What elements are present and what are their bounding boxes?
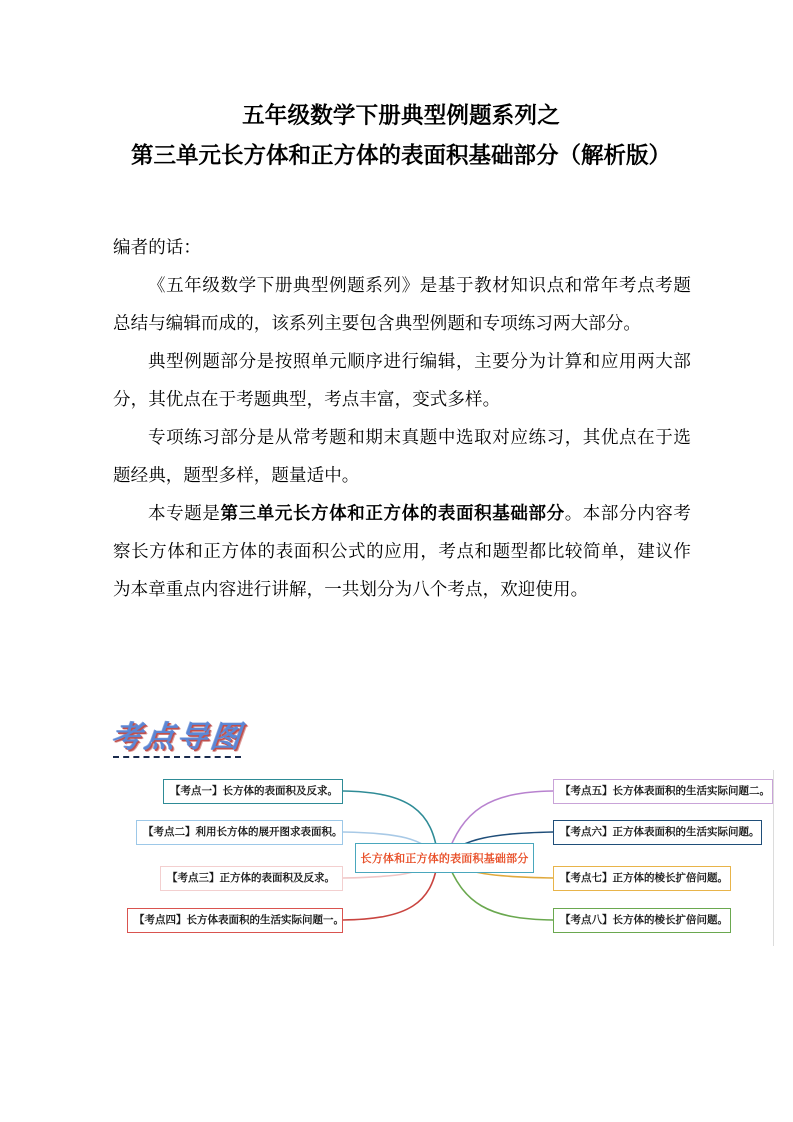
topic-tail: 。本部分内容考察长方体和正方体的表面积公式的应用，考点和题型都比较简单，建议作为本章重点内容进行讲解，一共划分为八个考点，欢迎使用。 bbox=[113, 503, 691, 599]
topic-lead: 本专题是 bbox=[148, 503, 221, 523]
document-body bbox=[113, 228, 691, 608]
mindmap-node-kaodian-5[interactable] bbox=[553, 779, 773, 804]
mindmap-node-kaodian-2[interactable] bbox=[136, 820, 343, 845]
mindmap-node-label: 【考点二】利用长方体的展开图求表面积。 bbox=[143, 825, 343, 838]
section-heading-text: 考点导图 bbox=[109, 720, 246, 755]
mindmap-diagram bbox=[108, 770, 776, 946]
document-title bbox=[96, 96, 706, 176]
mindmap-node-kaodian-8[interactable] bbox=[553, 908, 731, 933]
mindmap-node-kaodian-4[interactable] bbox=[127, 908, 343, 933]
mindmap-node-label: 【考点七】正方体的棱长扩倍问题。 bbox=[560, 871, 728, 884]
paragraph-examples-part: 典型例题部分是按照单元顺序进行编辑，主要分为计算和应用两大部分，其优点在于考题典型，考点丰富，变式多样。 bbox=[113, 351, 691, 409]
mindmap-center-label: 长方体和正方体的表面积基础部分 bbox=[360, 853, 529, 865]
title-line-2: 第三单元长方体和正方体的表面积基础部分（解析版） bbox=[130, 143, 671, 168]
mindmap-node-label: 【考点三】正方体的表面积及反求。 bbox=[167, 871, 335, 884]
mindmap-center-node[interactable] bbox=[355, 843, 534, 873]
mindmap-node-label: 【考点八】长方体的棱长扩倍问题。 bbox=[560, 913, 728, 926]
section-heading-underline bbox=[113, 756, 241, 758]
mindmap-node-label: 【考点六】正方体表面积的生活实际问题。 bbox=[560, 825, 760, 838]
section-heading-kaodian-daotu bbox=[110, 712, 370, 764]
mindmap-node-label: 【考点四】长方体表面积的生活实际问题一。 bbox=[134, 913, 344, 926]
mindmap-node-label: 【考点五】长方体表面积的生活实际问题二。 bbox=[560, 784, 770, 797]
mindmap-node-kaodian-6[interactable] bbox=[553, 820, 762, 845]
paragraph-editor-note-label: 编者的话： bbox=[113, 237, 201, 257]
mindmap-node-kaodian-3[interactable] bbox=[160, 866, 343, 891]
title-line-1: 五年级数学下册典型例题系列之 bbox=[242, 103, 560, 128]
paragraph-topic-summary bbox=[113, 494, 691, 608]
mindmap-node-kaodian-7[interactable] bbox=[553, 866, 731, 891]
paragraph-practice-part: 专项练习部分是从常考题和期末真题中选取对应练习，其优点在于选题经典，题型多样，题量适中。 bbox=[113, 427, 691, 485]
topic-bold: 第三单元长方体和正方体的表面积基础部分 bbox=[220, 503, 565, 523]
paragraph-series-intro: 《五年级数学下册典型例题系列》是基于教材知识点和常年考点考题总结与编辑而成的，该系列主要包含典型例题和专项练习两大部分。 bbox=[113, 275, 691, 333]
mindmap-node-kaodian-1[interactable] bbox=[163, 779, 343, 804]
mindmap-node-label: 【考点一】长方体的表面积及反求。 bbox=[170, 784, 338, 797]
